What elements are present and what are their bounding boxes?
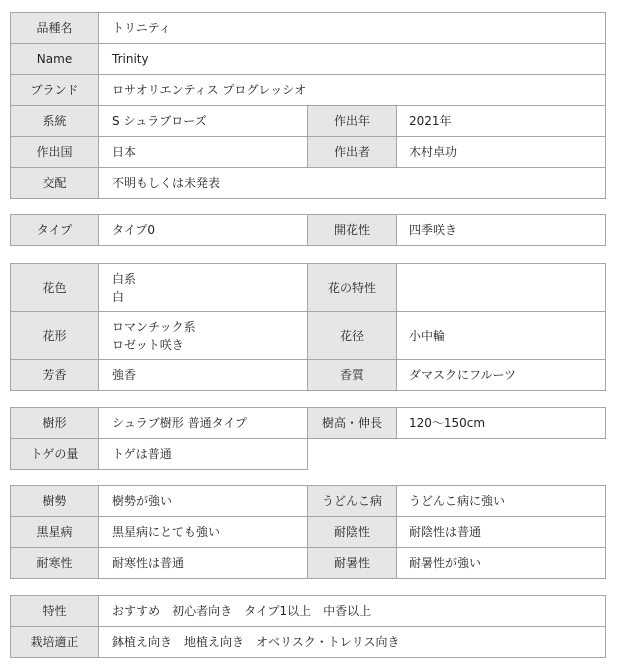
- cross-label: 交配: [11, 168, 99, 199]
- table-row: [11, 439, 606, 470]
- table-row: [11, 13, 606, 44]
- table-row: [11, 264, 606, 312]
- table-row: [11, 215, 606, 246]
- fragrance-value: 強香: [99, 360, 308, 391]
- table-row: [11, 168, 606, 199]
- flower-color-value: [99, 264, 308, 312]
- name-label: Name: [11, 44, 99, 75]
- heat-value: 耐暑性が強い: [397, 548, 606, 579]
- flower-table: [10, 263, 606, 391]
- blackspot-label: 黒星病: [11, 517, 99, 548]
- thorns-label: トゲの量: [11, 439, 99, 470]
- flower-diameter-label: 花径: [308, 312, 397, 360]
- variety-name-label: 品種名: [11, 13, 99, 44]
- table-row: [11, 486, 606, 517]
- heat-label: 耐暑性: [308, 548, 397, 579]
- bloom-label: 開花性: [308, 215, 397, 246]
- flower-trait-value: [397, 264, 606, 312]
- basic-info-table: [10, 12, 606, 199]
- cross-value: 不明もしくは未発表: [99, 168, 606, 199]
- lineage-value: S シュラブローズ: [99, 106, 308, 137]
- vigor-label: 樹勢: [11, 486, 99, 517]
- shade-label: 耐陰性: [308, 517, 397, 548]
- type-label: タイプ: [11, 215, 99, 246]
- tree-form-value: シュラブ樹形 普通タイプ: [99, 408, 308, 439]
- country-value: 日本: [99, 137, 308, 168]
- cold-value: 耐寒性は普通: [99, 548, 308, 579]
- thorns-value: トゲは普通: [99, 439, 308, 470]
- traits-value: おすすめ 初心者向き タイプ1以上 中香以上: [99, 596, 606, 627]
- table-row: [11, 408, 606, 439]
- blackspot-value: 黒星病にとても強い: [99, 517, 308, 548]
- fragrance-label: 芳香: [11, 360, 99, 391]
- flower-shape-line: ロゼット咲き: [112, 337, 184, 352]
- table-row: [11, 517, 606, 548]
- flower-shape-value: [99, 312, 308, 360]
- empty-cell: [308, 439, 606, 470]
- type-value: タイプ0: [99, 215, 308, 246]
- tree-table: [10, 407, 606, 470]
- cold-label: 耐寒性: [11, 548, 99, 579]
- breeder-value: 木村卓功: [397, 137, 606, 168]
- table-row: [11, 627, 606, 658]
- flower-shape-line: ロマンチック系: [112, 319, 196, 334]
- brand-value: ロサオリエンティス プログレッシオ: [99, 75, 606, 106]
- cultivation-value: 鉢植え向き 地植え向き オベリスク・トレリス向き: [99, 627, 606, 658]
- brand-label: ブランド: [11, 75, 99, 106]
- flower-trait-label: 花の特性: [308, 264, 397, 312]
- flower-diameter-value: 小中輪: [397, 312, 606, 360]
- flower-color-line: 白: [112, 289, 125, 304]
- lineage-label: 系統: [11, 106, 99, 137]
- health-table: [10, 485, 606, 579]
- year-label: 作出年: [308, 106, 397, 137]
- table-row: [11, 596, 606, 627]
- tree-height-label: 樹高・伸長: [308, 408, 397, 439]
- bloom-value: 四季咲き: [397, 215, 606, 246]
- cultivation-label: 栽培適正: [11, 627, 99, 658]
- mildew-label: うどんこ病: [308, 486, 397, 517]
- table-row: [11, 44, 606, 75]
- scent-value: ダマスクにフルーツ: [397, 360, 606, 391]
- features-table: [10, 595, 606, 658]
- tree-form-label: 樹形: [11, 408, 99, 439]
- table-row: [11, 548, 606, 579]
- traits-label: 特性: [11, 596, 99, 627]
- table-row: [11, 137, 606, 168]
- table-row: [11, 360, 606, 391]
- country-label: 作出国: [11, 137, 99, 168]
- flower-color-line: 白系: [112, 271, 137, 286]
- shade-value: 耐陰性は普通: [397, 517, 606, 548]
- variety-name-value: トリニティ: [99, 13, 606, 44]
- mildew-value: うどんこ病に強い: [397, 486, 606, 517]
- table-row: [11, 106, 606, 137]
- vigor-value: 樹勢が強い: [99, 486, 308, 517]
- table-row: [11, 312, 606, 360]
- table-row: [11, 75, 606, 106]
- flower-shape-label: 花形: [11, 312, 99, 360]
- year-value: 2021年: [397, 106, 606, 137]
- scent-label: 香質: [308, 360, 397, 391]
- type-table: [10, 214, 606, 246]
- flower-color-label: 花色: [11, 264, 99, 312]
- tree-height-value: 120～150cm: [397, 408, 606, 439]
- name-value: Trinity: [99, 44, 606, 75]
- breeder-label: 作出者: [308, 137, 397, 168]
